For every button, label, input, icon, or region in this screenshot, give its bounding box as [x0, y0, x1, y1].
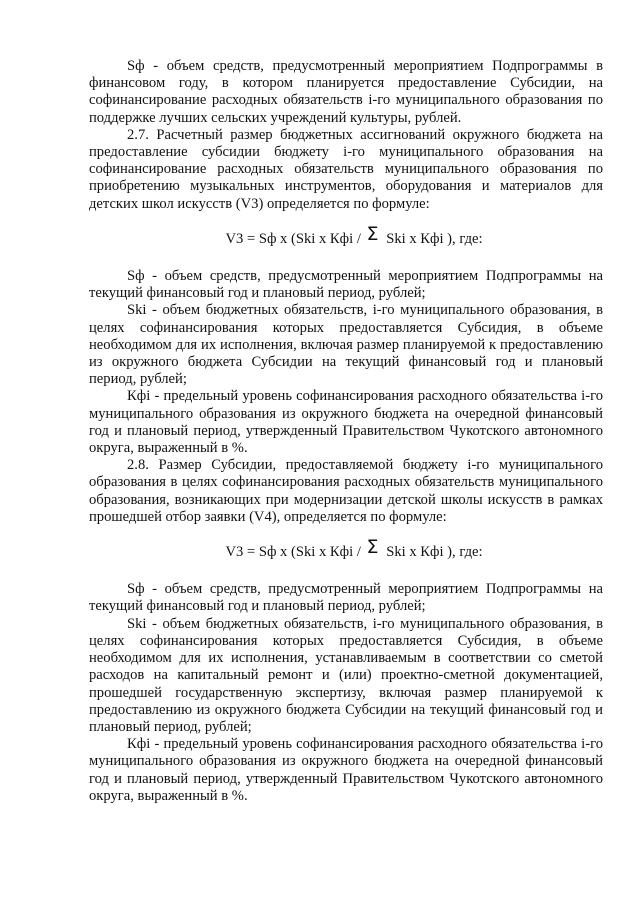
paragraph-kfi-definition-2: Кфi - предельный уровень софинансирования расходного обязательства i-го муниципального образования из окружного бюджета на очередной финансовый год и плановый период, утвержденный Правительством Чукотского автономного округа, выраженный в %. — [89, 736, 603, 804]
formula-right: Ski x Кфi ), где: — [386, 230, 483, 247]
paragraph-2-8: 2.8. Размер Субсидии, предоставляемой бюджету i-го муниципального образования в целях софинансирования расходных обязательств муниципального образования, возникающих при модернизации детской школы искусств в рамках прошедшей отбор заявки (V4), определяется по формуле: — [89, 457, 603, 525]
paragraph-ski-definition: Ski - объем бюджетных обязательств, i-го муниципального образования, в целях софинансирования которых предоставляется Субсидия, в объеме необходимом для их исполнения, включая размер планируемой к предоставлению из окружного бюджета Субсидии на текущий финансовый год и плановый период, рублей; — [89, 302, 603, 388]
formula-v3-2-7 — [89, 222, 603, 248]
formula-left: V3 = Sф x (Ski x Кфi / — [225, 230, 361, 247]
sigma-symbol: Σ — [366, 222, 379, 245]
document-page — [89, 58, 603, 805]
paragraph-sf-definition: Sф - объем средств, предусмотренный мероприятием Подпрограммы на текущий финансовый год и плановый период, рублей; — [89, 268, 603, 302]
formula-left: V3 = Sф x (Ski x Кфi / — [225, 544, 361, 561]
paragraph-ski-definition-2: Ski - объем бюджетных обязательств, i-го муниципального образования, в целях софинансирования которых предоставляется Субсидия, в объеме необходимом для их исполнения, устанавливаемым в соответствии со сметой расходов на капитальный ремонт и (или) проектно-сметной документацией, прошедшей государственную экспертизу, включая размер планируемой к предоставлению из окружного бюджета Субсидии на текущий финансовый год и плановый период, рублей; — [89, 615, 603, 735]
formula-right: Ski x Кфi ), где: — [386, 544, 483, 561]
paragraph-sf-definition-2: Sф - объем средств, предусмотренный мероприятием Подпрограммы на текущий финансовый год и плановый период, рублей; — [89, 581, 603, 615]
paragraph-kfi-definition: Кфi - предельный уровень софинансирования расходного обязательства i-го муниципального образования из окружного бюджета на очередной финансовый год и плановый период, утвержденный Правительством Чукотского автономного округа, выраженный в %. — [89, 388, 603, 457]
sigma-symbol: Σ — [366, 536, 379, 559]
formula-v3-2-8 — [89, 536, 603, 561]
paragraph-2-7: 2.7. Расчетный размер бюджетных ассигнований окружного бюджета на предоставление субсидии бюджету i-го муниципального образования на софинансирование расходных обязательств муниципального образования по приобретению музыкальных инструментов, оборудования и материалов для детских школ искусств (V3) определяется по формуле: — [89, 126, 603, 212]
paragraph-sf-definition-2-6: Sф - объем средств, предусмотренный мероприятием Подпрограммы в финансовом году, в котором планируется предоставление Субсидии, на софинансирование расходных обязательств i-го муниципального образования по поддержке лучших сельских учреждений культуры, рублей. — [89, 58, 603, 126]
